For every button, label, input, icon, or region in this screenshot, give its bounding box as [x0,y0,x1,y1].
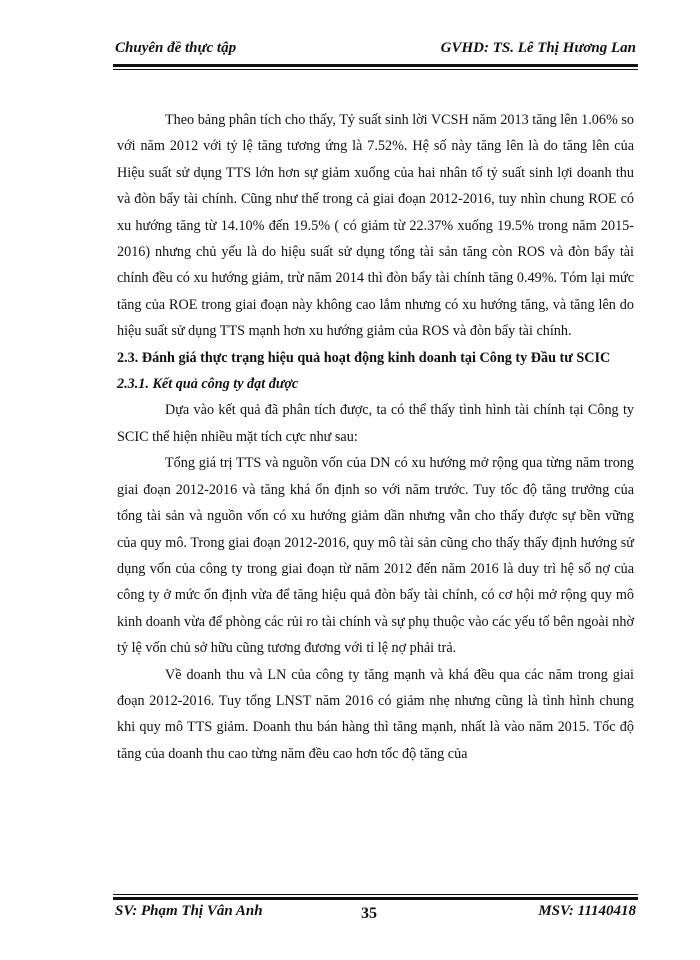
page-body [117,107,634,767]
footer-divider-thick [113,897,638,900]
paragraph-roe-analysis: Theo bảng phân tích cho thấy, Tỷ suất sinh lời VCSH năm 2013 tăng lên 1.06% so với năm 2012 với tỷ lệ tăng tương ứng là 7.52%. Hệ số này tăng lên là do tăng lên của Hiệu suất sử dụng TTS lớn hơn sự giảm xuống của hai nhân tố tỷ suất sinh lợi doanh thu và đòn bẩy tài chính. Cũng như thế trong cả giai đoạn 2012-2016, tuy nhìn chung ROE có xu hướng tăng từ 14.10% đến 19.5% ( có giảm từ 22.37% xuống 19.5% trong năm 2015-2016) nhưng chủ yếu là do hiệu suất sử dụng tổng tài sản tăng còn ROS và đòn bẩy tài chính đều có xu hướng giảm, trừ năm 2014 thì đòn bẩy tài chính tăng 0.49%. Tóm lại mức tăng của ROE trong giai đoạn này không cao lắm nhưng có xu hướng tăng, và tăng lên do hiệu suất sử dụng TTS mạnh hơn xu hướng giảm của ROS và đòn bẩy tài chính. [117,112,634,340]
page-footer [113,903,638,925]
paragraph-results-intro: Dựa vào kết quả đã phân tích được, ta có thể thấy tình hình tài chính tại Công ty SCIC thể hiện nhiều mặt tích cực như sau: [117,402,634,445]
section-heading-2-3: 2.3. Đánh giá thực trạng hiệu quả hoạt động kinh doanh tại Công ty Đầu tư SCIC [117,349,611,366]
footer-divider-thin [113,894,638,895]
header-divider-thick [113,64,638,67]
subsection-heading-2-3-1: 2.3.1. Kết quả công ty đạt được [117,376,299,393]
header-divider-thin [113,69,638,70]
footer-student-id: MSV: 11140418 [538,903,636,919]
page-header [113,38,638,62]
paragraph-assets-capital: Tổng giá trị TTS và nguồn vốn của DN có xu hướng mở rộng qua từng năm trong giai đoạn 2012-2016 và tăng khá ổn định so với năm trước. Tuy tốc độ tăng trưởng của tổng tài sản và nguồn vốn có xu hướng giảm dần nhưng vẫn cho thấy được sự bền vững của quy mô. Trong giai đoạn 2012-2016, quy mô tài sản cũng cho thấy thấy định hướng sử dụng vốn của công ty trong giai đoạn từ năm 2012 đến năm 2016 là duy trì hệ số nợ của công ty ở mức ổn định vừa để tăng hiệu quả đòn bẩy tài chính, có cơ hội mở rộng quy mô kinh doanh vừa để phòng các rủi ro tài chính và sự phụ thuộc vào các yếu tố bên ngoài nhờ tỷ lệ vốn chủ sở hữu cũng tương đương với tỉ lệ nợ phải trả. [117,455,634,657]
page-number: 35 [361,905,377,922]
header-course-title: Chuyên đề thực tập [115,40,237,56]
paragraph-revenue-profit: Về doanh thu và LN của công ty tăng mạnh và khá đều qua các năm trong giai đoạn 2012-2016. Tuy tổng LNST năm 2016 có giảm nhẹ nhưng cũng là tình hình chung khi quy mô TTS giảm. Doanh thu bán hàng thì tăng mạnh, nhất là vào năm 2015. Tốc độ tăng của doanh thu cao từng năm đều cao hơn tốc độ tăng của [117,666,634,762]
header-supervisor: GVHD: TS. Lê Thị Hương Lan [440,40,636,56]
footer-student-name: SV: Phạm Thị Vân Anh [115,903,263,919]
